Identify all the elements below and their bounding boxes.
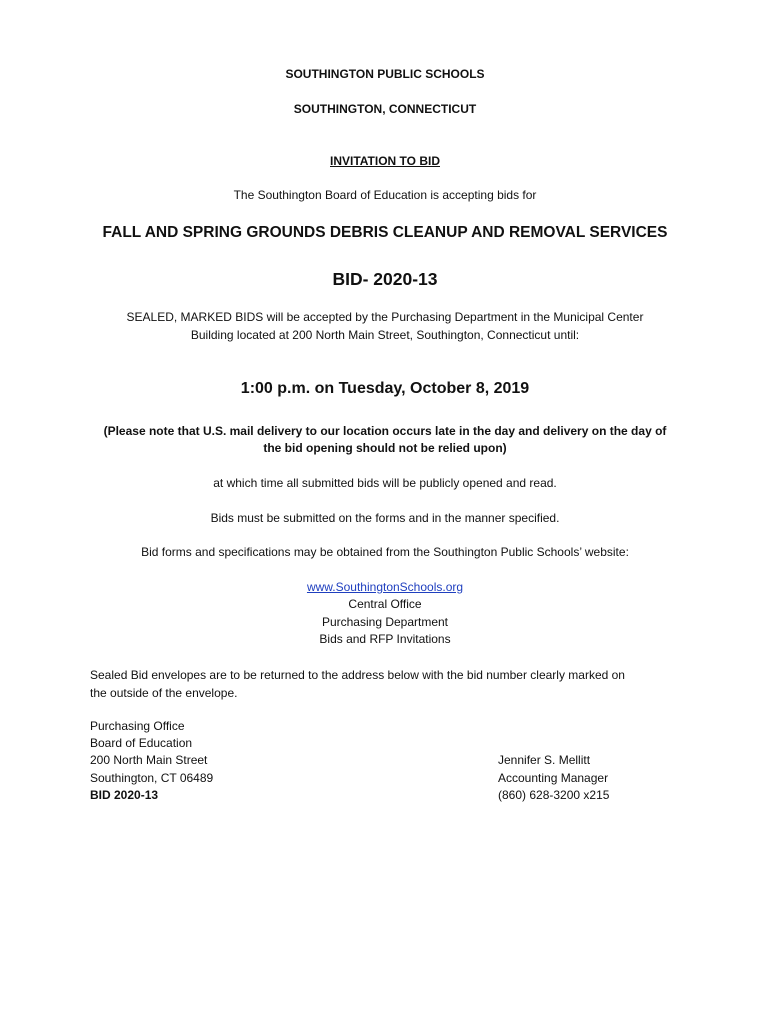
website-path-purchasing: Purchasing Department — [321, 615, 449, 629]
website-path-central-office: Central Office — [348, 597, 422, 611]
deadline: 1:00 p.m. on Tuesday, October 8, 2019 — [240, 380, 530, 397]
website-link[interactable]: www.SouthingtonSchools.org — [306, 580, 464, 594]
address-board: Board of Education — [90, 736, 193, 750]
address-bid-number: BID 2020-13 — [90, 788, 159, 802]
return-text-line2: the outside of the envelope. — [90, 686, 238, 700]
mail-note-line1: (Please note that U.S. mail delivery to our location occurs late in the day and delivery on the day of — [103, 424, 667, 438]
project-title: FALL AND SPRING GROUNDS DEBRIS CLEANUP AND REMOVAL SERVICES — [102, 224, 668, 241]
mail-note-line2: the bid opening should not be relied upon) — [263, 441, 507, 455]
contact-name: Jennifer S. Mellitt — [498, 753, 591, 767]
invitation-heading: INVITATION TO BID — [330, 154, 440, 168]
sealed-bids-text-line1: SEALED, MARKED BIDS will be accepted by the Purchasing Department in the Municipal Center — [126, 310, 644, 324]
bid-number-heading: BID- 2020-13 — [332, 269, 438, 289]
intro-text: The Southington Board of Education is accepting bids for — [233, 188, 537, 202]
sealed-bids-text-line2: Building located at 200 North Main Street, Southington, Connecticut until: — [190, 328, 580, 342]
address-street: 200 North Main Street — [90, 753, 208, 767]
contact-phone: (860) 628-3200 x215 — [498, 788, 610, 802]
website-link-row — [0, 579, 770, 596]
org-location: SOUTHINGTON, CONNECTICUT — [293, 102, 477, 116]
org-name: SOUTHINGTON PUBLIC SCHOOLS — [285, 67, 485, 81]
contact-title: Accounting Manager — [498, 771, 609, 785]
opening-text: at which time all submitted bids will be publicly opened and read. — [213, 476, 557, 490]
forms-text: Bids must be submitted on the forms and in the manner specified. — [210, 511, 560, 525]
return-text-line1: Sealed Bid envelopes are to be returned to the address below with the bid number clearly marked on — [90, 668, 625, 682]
obtain-text: Bid forms and specifications may be obtained from the Southington Public Schools’ website: — [141, 545, 629, 559]
address-office: Purchasing Office — [90, 719, 185, 733]
website-path-bids: Bids and RFP Invitations — [319, 632, 451, 646]
address-city: Southington, CT 06489 — [90, 771, 214, 785]
